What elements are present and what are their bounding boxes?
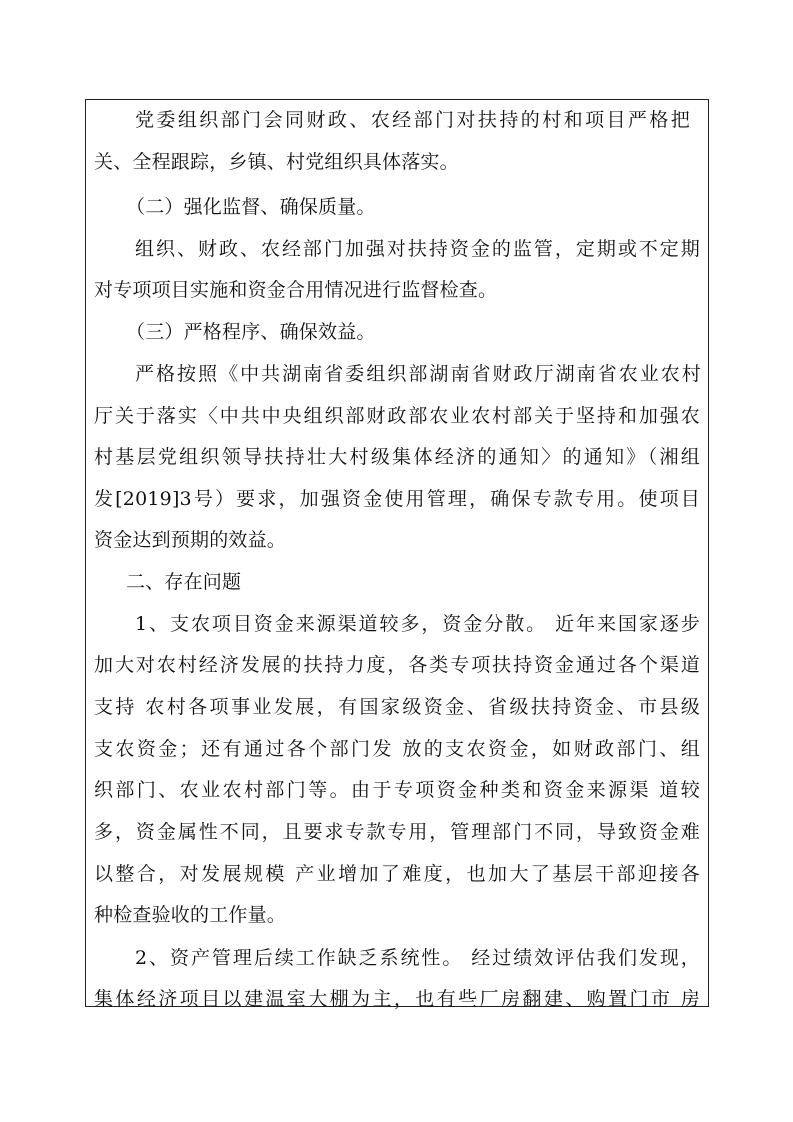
paragraph-line: 支持 农村各项事业发展，有国家级资金、省级扶持资金、市县级 — [94, 696, 700, 718]
section-heading: 二、存在问题 — [126, 571, 242, 593]
paragraph-line: 严格按照《中共湖南省委组织部湖南省财政厅湖南省农业农村 — [135, 363, 701, 385]
paragraph-line: 以整合，对发展规模 产业增加了难度，也加大了基层干部迎接各 — [94, 863, 700, 885]
section-heading: （三）严格程序、确保效益。 — [126, 321, 376, 343]
paragraph-line: 关、全程跟踪，乡镇、村党组织具体落实。 — [94, 151, 459, 173]
paragraph-line: 组织、财政、农经部门加强对扶持资金的监管，定期或不定期 — [135, 238, 700, 260]
paragraph-line: 1、支农项目资金来源渠道较多，资金分散。 近年来国家逐步 — [135, 613, 700, 635]
paragraph-line: 集体经济项目以建温室大棚为主，也有些厂房翻建、购置门市 房 — [94, 988, 700, 1010]
paragraph-line: 多，资金属性不同，且要求专款专用，管理部门不同，导致资金难 — [94, 821, 700, 843]
paragraph-line: 织部门、农业农村部门等。由于专项资金种类和资金来源渠 道较 — [94, 779, 700, 801]
paragraph-line: 支农资金；还有通过各个部门发 放的支农资金，如财政部门、组 — [94, 738, 700, 760]
section-heading: （二）强化监督、确保质量。 — [126, 196, 376, 218]
paragraph-line: 加大对农村经济发展的扶持力度，各类专项扶持资金通过各个渠道 — [94, 654, 700, 676]
paragraph-line: 厅关于落实〈中共中央组织部财政部农业农村部关于坚持和加强农 — [94, 405, 700, 427]
paragraph-line: 发[2019]3号）要求，加强资金使用管理，确保专款专用。使项目 — [94, 488, 700, 510]
paragraph-line: 村基层党组织领导扶持壮大村级集体经济的通知〉的通知》（湘组 — [94, 446, 700, 468]
paragraph-line: 党委组织部门会同财政、农经部门对扶持的村和项目严格把 — [135, 109, 690, 131]
paragraph-line: 资金达到预期的效益。 — [94, 529, 287, 551]
paragraph-line: 对专项项目实施和资金合用情况进行监督检查。 — [94, 279, 498, 301]
paragraph-line: 种检查验收的工作量。 — [94, 904, 287, 926]
paragraph-line: 2、资产管理后续工作缺乏系统性。 经过绩效评估我们发现， — [135, 947, 700, 969]
